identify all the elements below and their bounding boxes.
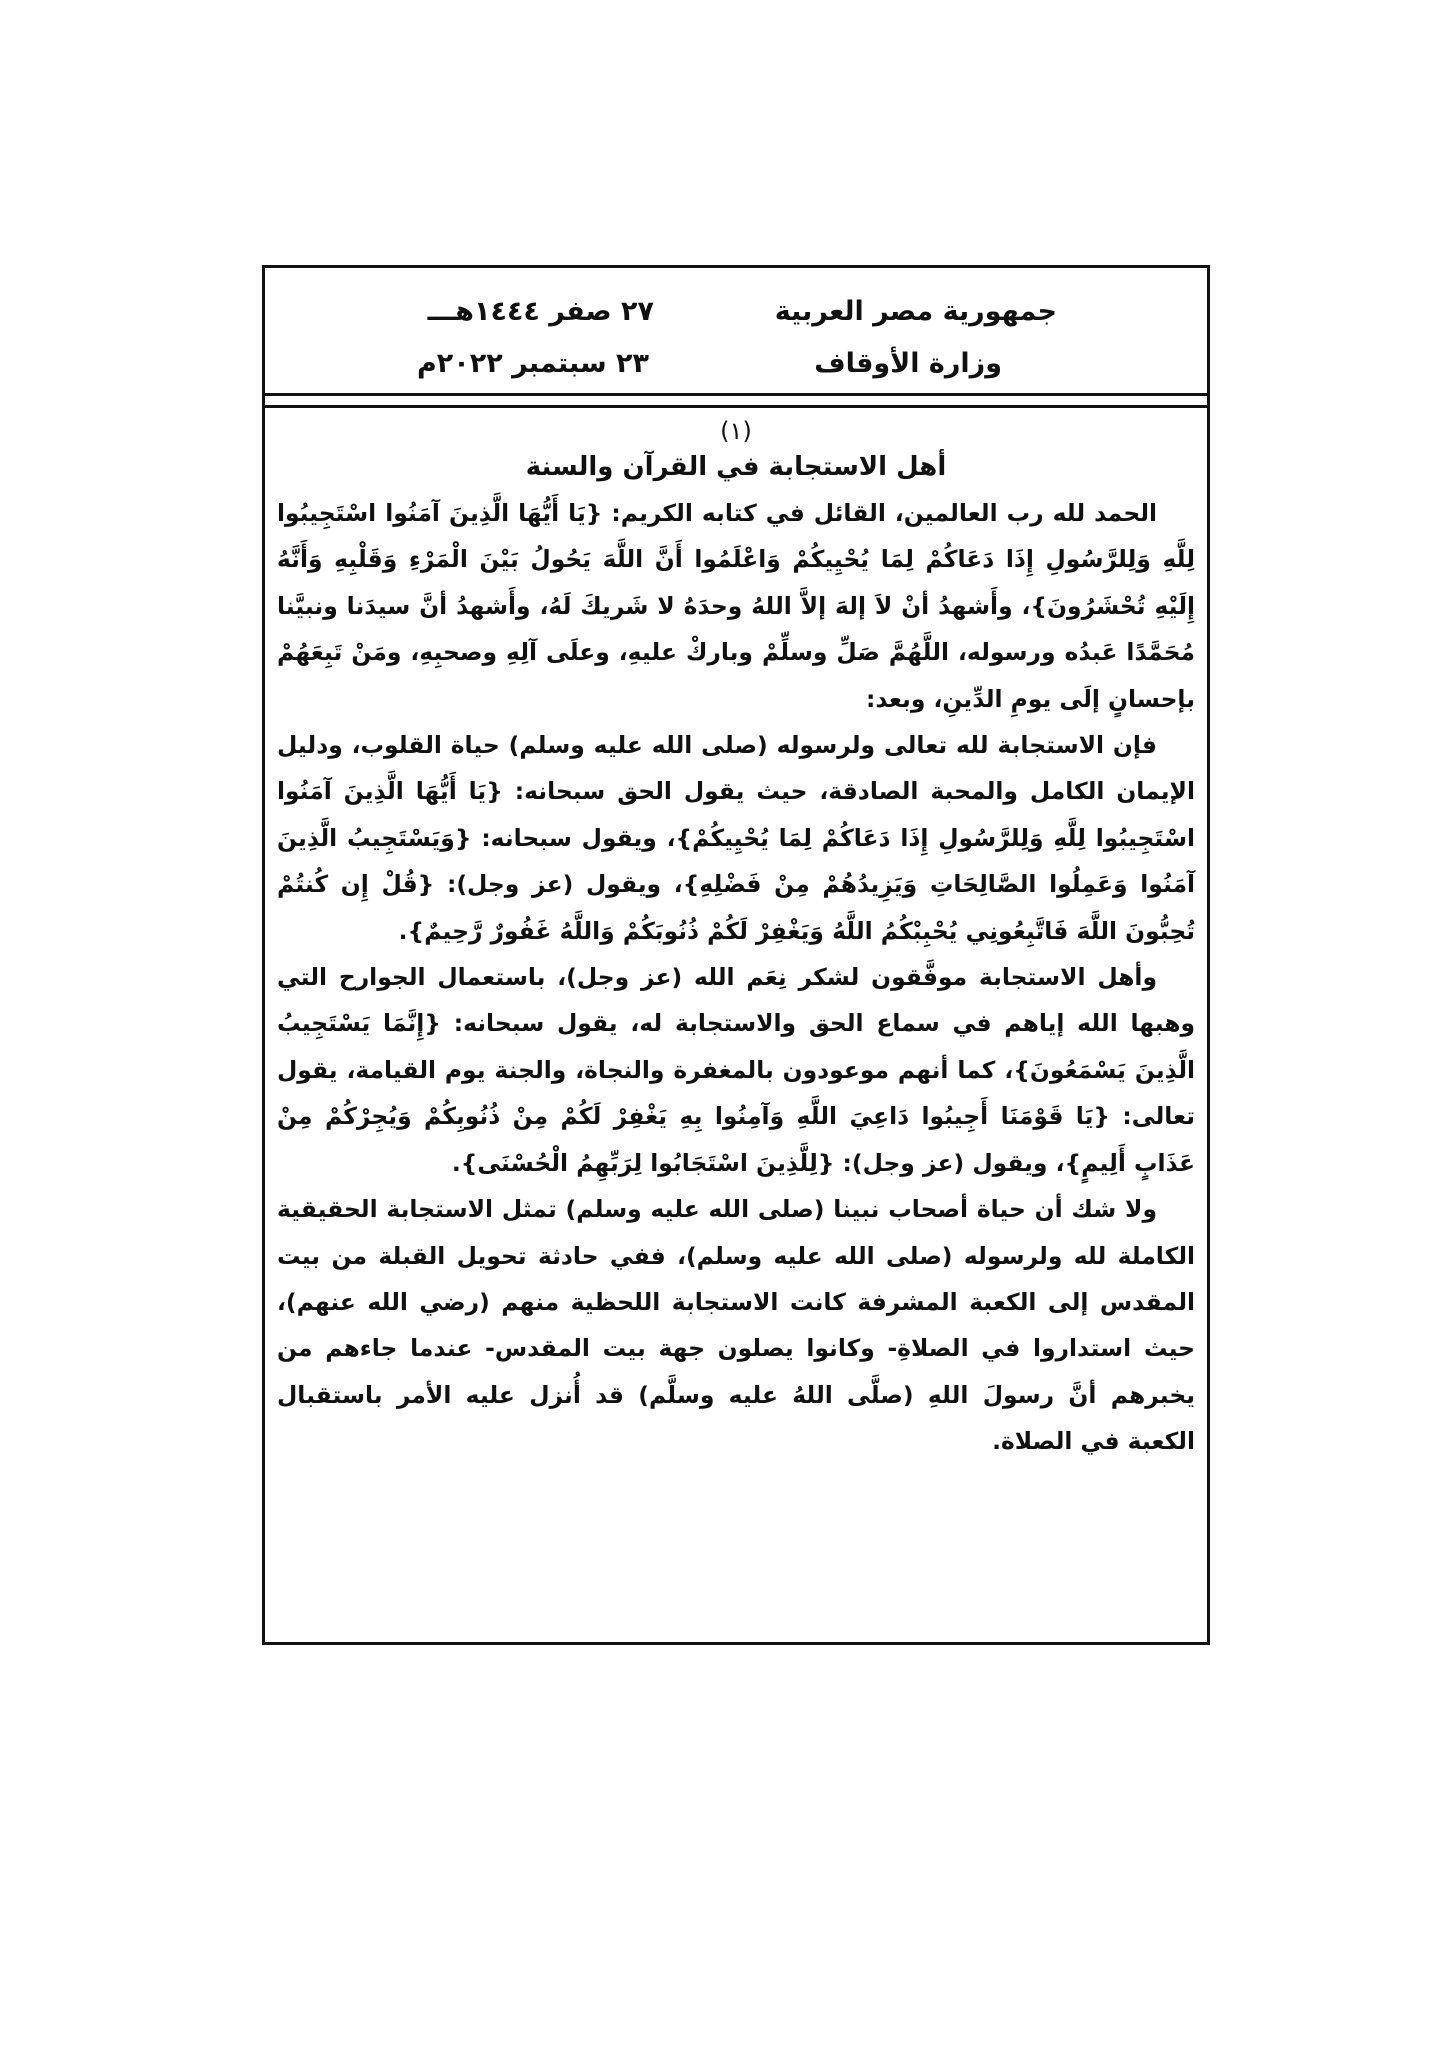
section-number: (١) bbox=[720, 417, 752, 445]
sermon-body bbox=[265, 405, 1207, 1642]
paragraph: الحمد لله رب العالمين، القائل في كتابه الكريم: {يَا أَيُّهَا الَّذِينَ آمَنُوا اسْتَجِيبُوا لِلَّهِ وَلِلرَّسُولِ إِذَا دَعَاكُمْ لِمَا يُحْيِيكُمْ وَاعْلَمُوا أَنَّ اللَّهَ يَحُولُ بَيْنَ الْمَرْءِ وَقَلْبِهِ وَأَنَّهُ إِلَيْهِ تُحْشَرُونَ}، وأَشهدُ أنْ لاَ إلهَ إلاَّ اللهُ وحدَهُ لا شَريكَ لَهُ، وأَشهدُ أنَّ سيدَنا ونبيَّنا مُحَمَّدًا عَبدُه ورسوله، اللَّهُمَّ صَلِّ وسلِّمْ وباركْ عليهِ، وعلَى آلِهِ وصحبِهِ، ومَنْ تَبِعَهُمْ بإحسانٍ إلَى يومِ الدِّينِ، وبعد: bbox=[277, 499, 1195, 713]
gregorian-date: ٢٣ سبتمبر ٢٠٢٢م bbox=[416, 348, 649, 379]
ministry-name: وزارة الأوقاف bbox=[814, 348, 1002, 379]
paragraph: فإن الاستجابة لله تعالى ولرسوله (صلى الله عليه وسلم) حياة القلوب، ودليل الإيمان الكامل والمحبة الصادقة، حيث يقول الحق سبحانه: {يَا أَيُّهَا الَّذِينَ آمَنُوا اسْتَجِيبُوا لِلَّهِ وَلِلرَّسُولِ إِذَا دَعَاكُمْ لِمَا يُحْيِيكُمْ}، ويقول سبحانه: {وَيَسْتَجِيبُ الَّذِينَ آمَنُوا وَعَمِلُوا الصَّالِحَاتِ وَيَزِيدُهُمْ مِنْ فَضْلِهِ}، ويقول (عز وجل): {قُلْ إِن كُنتُمْ تُحِبُّونَ اللَّهَ فَاتَّبِعُونِي يُحْبِبْكُمُ اللَّهُ وَيَغْفِرْ لَكُمْ ذُنُوبَكُمْ وَاللَّهُ غَفُورٌ رَّحِيمٌ}. bbox=[277, 731, 1195, 945]
paragraph: ولا شك أن حياة أصحاب نبينا (صلى الله عليه وسلم) تمثل الاستجابة الحقيقية الكاملة لله ولرسوله (صلى الله عليه وسلم)، ففي حادثة تحويل القبلة من بيت المقدس إلى الكعبة المشرفة كانت الاستجابة اللحظية منهم (رضي الله عنهم)، حيث استداروا في الصلاةِ- وكانوا يصلون جهة بيت المقدس- عندما جاءهم من يخبرهم أنَّ رسولَ اللهِ (صلَّى اللهُ عليه وسلَّم) قد أُنزل عليه الأمر باستقبال الكعبة في الصلاة. bbox=[277, 1195, 1195, 1456]
document-frame bbox=[262, 265, 1210, 1645]
country-name: جمهورية مصر العربية bbox=[774, 296, 1057, 327]
document-header bbox=[265, 268, 1207, 396]
hijri-date: ٢٧ صفر ١٤٤٤هـــ bbox=[427, 296, 654, 327]
sermon-title: أهل الاستجابة في القرآن والسنة bbox=[525, 452, 947, 482]
paragraph: وأهل الاستجابة موفَّقون لشكر نِعَم الله (عز وجل)، باستعمال الجوارح التي وهبها الله إياهم في سماع الحق والاستجابة له، يقول سبحانه: {إِنَّمَا يَسْتَجِيبُ الَّذِينَ يَسْمَعُونَ}، كما أنهم موعودون بالمغفرة والنجاة، والجنة يوم القيامة، يقول تعالى: {يَا قَوْمَنَا أَجِيبُوا دَاعِيَ اللَّهِ وَآمِنُوا بِهِ يَغْفِرْ لَكُمْ مِنْ ذُنُوبِكُمْ وَيُجِرْكُمْ مِنْ عَذَابٍ أَلِيمٍ}، ويقول (عز وجل): {لِلَّذِينَ اسْتَجَابُوا لِرَبِّهِمُ الْحُسْنَى}. bbox=[277, 963, 1195, 1177]
